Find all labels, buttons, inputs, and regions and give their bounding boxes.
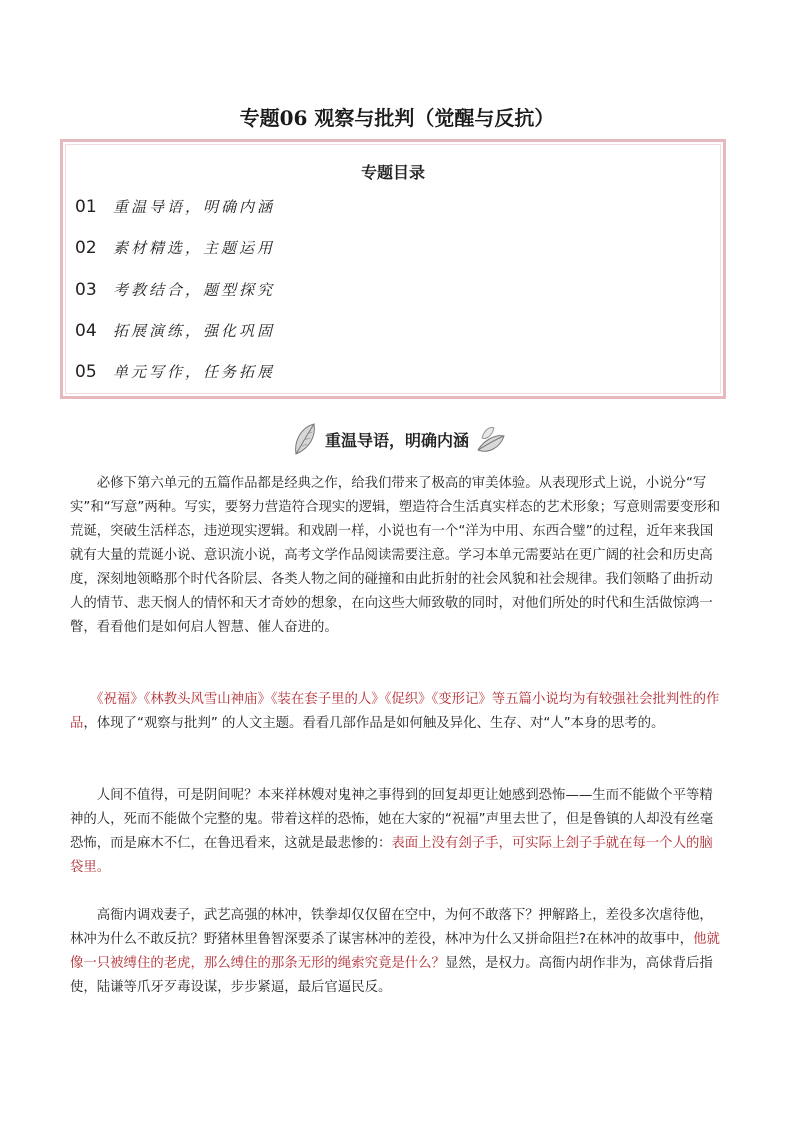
section-heading-label: 重温导语，明确内涵 <box>324 431 469 450</box>
toc-item-number: 03 <box>75 280 97 300</box>
toc-item <box>75 279 275 300</box>
intro-paragraph: 必修下第六单元的五篇作品都是经典之作，给我们带来了极高的审美体验。从表现形式上说，小说分“写实”和“写意”两种。写实，要努力营造符合现实的逻辑，塑造符合生活真实样态的艺术形象；写意则需要变形和荒诞，突破生活样态，违逆现实逻辑。和戏剧一样，小说也有一个“洋为中用、东西合璧”的过程，近年来我国就有大量的荒诞小说、意识流小说，高考文学作品阅读需要注意。学习本单元需要站在更广阔的社会和历史高度，深刻地领略那个时代各阶层、各类人物之间的碰撞和由此折射的社会风貌和社会规律。我们领略了曲折动人的情节、悲天悯人的情怀和天才奇妙的想象，在向这些大师致敬的同时，对他们所处的时代和生活做惊鸿一瞥，看看他们是如何启人智慧、催人奋进的。 <box>70 476 721 635</box>
toc-item-number: 02 <box>75 238 97 258</box>
toc-item <box>75 320 275 341</box>
leaf-ornament-icon <box>474 420 508 458</box>
toc-item-label: 单元写作，任务拓展 <box>113 363 276 381</box>
section-heading <box>0 420 794 460</box>
toc-item-label: 素材精选，主题运用 <box>113 239 276 257</box>
zhufu-paragraph-text: 人间不值得，可是阴间呢？本来祥林嫂对鬼神之事得到的回复却更让她感到恐怖——生而不能做个平等精神的人，死而不能做个完整的鬼。带着这样的恐怖，她在大家的“祝福”声里去世了，但是鲁镇的人却没有丝毫恐怖，而是麻木不仁，在鲁迅看来，这就是最悲惨的： <box>70 788 714 851</box>
toc-item <box>75 237 275 258</box>
toc-item-label: 拓展演练，强化巩固 <box>113 322 276 340</box>
toc-box <box>60 139 726 399</box>
page-title: 专题06 观察与批判（觉醒与反抗） <box>239 106 555 130</box>
zhufu-highlight: 表面上没有刽子手，可实际上刽子手就在每一个人的脑袋里。 <box>70 836 713 875</box>
toc-item <box>75 361 275 382</box>
linchong-paragraph <box>70 904 726 1000</box>
linchong-paragraph-text: 高衙内调戏妻子，武艺高强的林冲，铁拳却仅仅留在空中，为何不敢落下？押解路上，差役多次虐待他，林冲为什么不敢反抗？野猪林里鲁智深要杀了谋害林冲的差役，林冲为什么又拼命阻拦?在林冲的故事中， <box>70 908 713 947</box>
works-paragraph <box>70 688 726 736</box>
works-list-highlight: 《祝福》《林教头风雪山神庙》《装在套子里的人》《促织》《变形记》等五篇小说均为有较强社会批判性的作品 <box>70 692 720 731</box>
toc-item-number: 04 <box>75 321 97 341</box>
toc-item-number: 01 <box>75 197 97 217</box>
toc-item <box>75 196 275 217</box>
works-paragraph-text: ，体现了“观察与批判” 的人文主题。看看几部作品是如何触及异化、生存、对“人”本身的思考的。 <box>83 716 665 731</box>
linchong-paragraph-conclusion: 显然，是权力。高衙内胡作非为，高俅背后指使，陆谦等爪牙歹毒设谋，步步紧逼，最后官逼民反。 <box>70 956 713 995</box>
leaf-ornament-icon <box>290 420 320 458</box>
toc-item-number: 05 <box>75 362 97 382</box>
toc-item-label: 重温导语，明确内涵 <box>113 198 276 216</box>
toc-heading: 专题目录 <box>360 163 425 182</box>
toc-item-label: 考教结合，题型探究 <box>113 281 276 299</box>
zhufu-paragraph <box>70 784 726 880</box>
linchong-highlight: 他就像一只被缚住的老虎，那么缚住的那条无形的绳索究竟是什么？ <box>70 932 720 971</box>
